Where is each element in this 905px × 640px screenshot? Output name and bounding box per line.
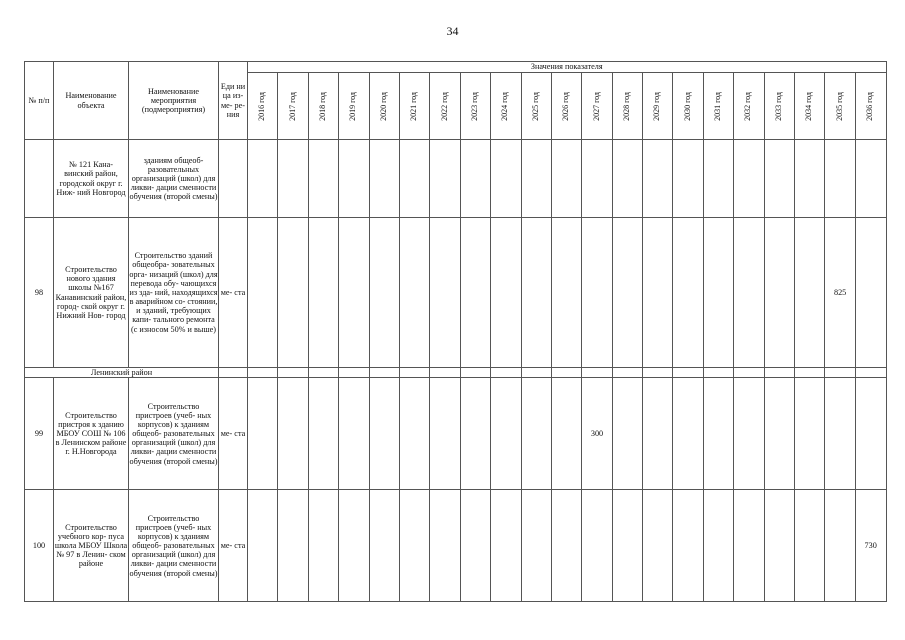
value-cell	[521, 378, 551, 490]
value-cell	[703, 378, 733, 490]
header-year	[764, 73, 794, 140]
value-cell	[369, 140, 399, 218]
value-cell	[278, 490, 308, 602]
header-year	[855, 73, 886, 140]
header-year-label: 2028 год	[621, 91, 631, 121]
header-year	[399, 73, 429, 140]
value-cell	[703, 490, 733, 602]
value-cell	[551, 490, 581, 602]
header-year	[308, 73, 338, 140]
row-num: 99	[25, 378, 54, 490]
value-cell	[551, 140, 581, 218]
value-cell	[369, 378, 399, 490]
section-row	[25, 368, 887, 378]
empty-cell	[219, 368, 248, 378]
header-year-label: 2032 год	[743, 91, 753, 121]
value-cell	[430, 140, 460, 218]
page-number: 34	[446, 24, 459, 38]
value-cell	[855, 140, 886, 218]
row-num: 100	[25, 490, 54, 602]
header-year-label: 2025 год	[530, 91, 540, 121]
row-object: Строительство учебного кор- пуса школа МБОУ Школа № 97 в Ленин- ском районе	[54, 490, 129, 602]
value-cell	[855, 218, 886, 368]
value-cell	[308, 378, 338, 490]
value-cell	[673, 378, 703, 490]
header-year-label: 2036 год	[865, 91, 875, 121]
value-cell	[308, 140, 338, 218]
empty-cell	[278, 368, 308, 378]
empty-cell	[491, 368, 521, 378]
empty-cell	[734, 368, 764, 378]
value-cell	[491, 218, 521, 368]
value-cell	[399, 490, 429, 602]
header-year	[521, 73, 551, 140]
value-cell	[703, 218, 733, 368]
value-cell	[460, 140, 490, 218]
table-row	[25, 378, 887, 490]
value-cell	[460, 378, 490, 490]
row-unit	[219, 140, 248, 218]
header-year-label: 2024 год	[500, 91, 510, 121]
row-event: Строительство зданий общеобра- зовательных орга- низаций (школ) для перевода обу- чающихся из зда- ний, находящихся в аварийном со- стоянии, и зданий, требующих капи- тального ремонта (с износом 50% и выше)	[129, 218, 219, 368]
value-cell: 730	[855, 490, 886, 602]
value-cell	[339, 218, 369, 368]
value-cell	[551, 378, 581, 490]
header-year-label: 2019 год	[348, 91, 358, 121]
header-event: Наименование мероприятия (подмероприятия)	[129, 62, 219, 140]
header-year-label: 2026 год	[561, 91, 571, 121]
value-cell	[491, 378, 521, 490]
value-cell	[248, 378, 278, 490]
value-cell	[399, 378, 429, 490]
header-year-label: 2017 год	[287, 91, 297, 121]
header-year-label: 2034 год	[804, 91, 814, 121]
value-cell: 825	[825, 218, 855, 368]
header-year	[551, 73, 581, 140]
value-cell	[734, 378, 764, 490]
value-cell	[612, 218, 642, 368]
row-num	[25, 140, 54, 218]
value-cell	[278, 378, 308, 490]
value-cell	[278, 218, 308, 368]
value-cell	[764, 378, 794, 490]
empty-cell	[339, 368, 369, 378]
header-year	[491, 73, 521, 140]
value-cell	[399, 218, 429, 368]
empty-cell	[399, 368, 429, 378]
value-cell	[795, 140, 825, 218]
value-cell	[491, 490, 521, 602]
value-cell	[248, 140, 278, 218]
value-cell	[855, 378, 886, 490]
row-unit: ме- ста	[219, 490, 248, 602]
value-cell	[369, 490, 399, 602]
value-cell	[643, 490, 673, 602]
header-num: № п/п	[25, 62, 54, 140]
row-event: Строительство пристроев (учеб- ных корпусов) к зданиям общеоб- разовательных организаций (школ) для ликви- дации сменности обучения (второй смены)	[129, 378, 219, 490]
empty-cell	[855, 368, 886, 378]
value-cell	[399, 140, 429, 218]
value-cell	[734, 140, 764, 218]
row-object: Строительство нового здания школы №167 Канавинский район, город- ской округ г. Нижний Нов- город	[54, 218, 129, 368]
header-year	[703, 73, 733, 140]
empty-cell	[825, 368, 855, 378]
value-cell	[764, 490, 794, 602]
value-cell	[825, 378, 855, 490]
header-year-label: 2016 год	[257, 91, 267, 121]
value-cell	[795, 490, 825, 602]
header-year-label: 2027 год	[591, 91, 601, 121]
header-year-label: 2033 год	[773, 91, 783, 121]
value-cell	[339, 140, 369, 218]
value-cell	[521, 140, 551, 218]
section-title: Ленинский район	[25, 368, 219, 378]
row-object: № 121 Кана- винский район, городской округ г. Ниж- ний Новгород	[54, 140, 129, 218]
value-cell	[551, 218, 581, 368]
table-row	[25, 490, 887, 602]
value-cell	[764, 218, 794, 368]
header-object: Наименование объекта	[54, 62, 129, 140]
empty-cell	[703, 368, 733, 378]
value-cell	[460, 218, 490, 368]
table-row	[25, 218, 887, 368]
value-cell	[308, 490, 338, 602]
header-year-label: 2029 год	[652, 91, 662, 121]
row-event: Строительство пристроев (учеб- ных корпусов) к зданиям общеоб- разовательных организаций (школ) для ликви- дации сменности обучения (второй смены)	[129, 490, 219, 602]
header-year-label: 2030 год	[682, 91, 692, 121]
header-year	[248, 73, 278, 140]
value-cell	[278, 140, 308, 218]
header-year-label: 2035 год	[834, 91, 844, 121]
value-cell	[308, 218, 338, 368]
value-cell	[491, 140, 521, 218]
header-year-label: 2023 год	[469, 91, 479, 121]
empty-cell	[673, 368, 703, 378]
header-year-label: 2021 год	[409, 91, 419, 121]
value-cell	[460, 490, 490, 602]
row-object: Строительство пристроя к зданию МБОУ СОШ № 106 в Ленинском районе г. Н.Новгорода	[54, 378, 129, 490]
value-cell	[825, 490, 855, 602]
value-cell	[521, 490, 551, 602]
header-year	[825, 73, 855, 140]
header-year	[369, 73, 399, 140]
row-event: зданиям общеоб- разовательных организаций (школ) для ликви- дации сменности обучения (второй смены)	[129, 140, 219, 218]
empty-cell	[612, 368, 642, 378]
empty-cell	[551, 368, 581, 378]
value-cell	[582, 218, 612, 368]
empty-cell	[795, 368, 825, 378]
empty-cell	[369, 368, 399, 378]
header-year-label: 2022 год	[439, 91, 449, 121]
header-year	[612, 73, 642, 140]
table-row	[25, 140, 887, 218]
value-cell	[643, 140, 673, 218]
empty-cell	[248, 368, 278, 378]
indicator-table	[24, 61, 887, 602]
value-cell: 300	[582, 378, 612, 490]
header-year-label: 2018 год	[318, 91, 327, 121]
value-cell	[369, 218, 399, 368]
value-cell	[673, 140, 703, 218]
empty-cell	[582, 368, 612, 378]
header-values-group: Значения показателя	[248, 62, 887, 73]
value-cell	[430, 490, 460, 602]
header-year	[795, 73, 825, 140]
value-cell	[582, 490, 612, 602]
value-cell	[612, 140, 642, 218]
value-cell	[430, 378, 460, 490]
value-cell	[764, 140, 794, 218]
empty-cell	[460, 368, 490, 378]
row-unit: ме- ста	[219, 378, 248, 490]
value-cell	[673, 218, 703, 368]
header-year	[643, 73, 673, 140]
value-cell	[734, 490, 764, 602]
empty-cell	[430, 368, 460, 378]
header-year	[673, 73, 703, 140]
header-year	[460, 73, 490, 140]
value-cell	[339, 378, 369, 490]
value-cell	[795, 218, 825, 368]
header-year-label: 2031 год	[713, 91, 723, 121]
value-cell	[643, 218, 673, 368]
header-year-label: 2020 год	[378, 91, 388, 121]
empty-cell	[764, 368, 794, 378]
value-cell	[582, 140, 612, 218]
value-cell	[612, 378, 642, 490]
row-num: 98	[25, 218, 54, 368]
header-year	[734, 73, 764, 140]
value-cell	[734, 218, 764, 368]
value-cell	[703, 140, 733, 218]
value-cell	[430, 218, 460, 368]
header-year	[278, 73, 308, 140]
header-year	[430, 73, 460, 140]
value-cell	[795, 378, 825, 490]
header-year	[582, 73, 612, 140]
empty-cell	[308, 368, 338, 378]
empty-cell	[521, 368, 551, 378]
value-cell	[248, 490, 278, 602]
value-cell	[248, 218, 278, 368]
header-year	[339, 73, 369, 140]
value-cell	[673, 490, 703, 602]
value-cell	[825, 140, 855, 218]
empty-cell	[643, 368, 673, 378]
value-cell	[643, 378, 673, 490]
value-cell	[521, 218, 551, 368]
header-unit: Еди ни ца из- ме- ре- ния	[219, 62, 248, 140]
value-cell	[339, 490, 369, 602]
value-cell	[612, 490, 642, 602]
row-unit: ме- ста	[219, 218, 248, 368]
